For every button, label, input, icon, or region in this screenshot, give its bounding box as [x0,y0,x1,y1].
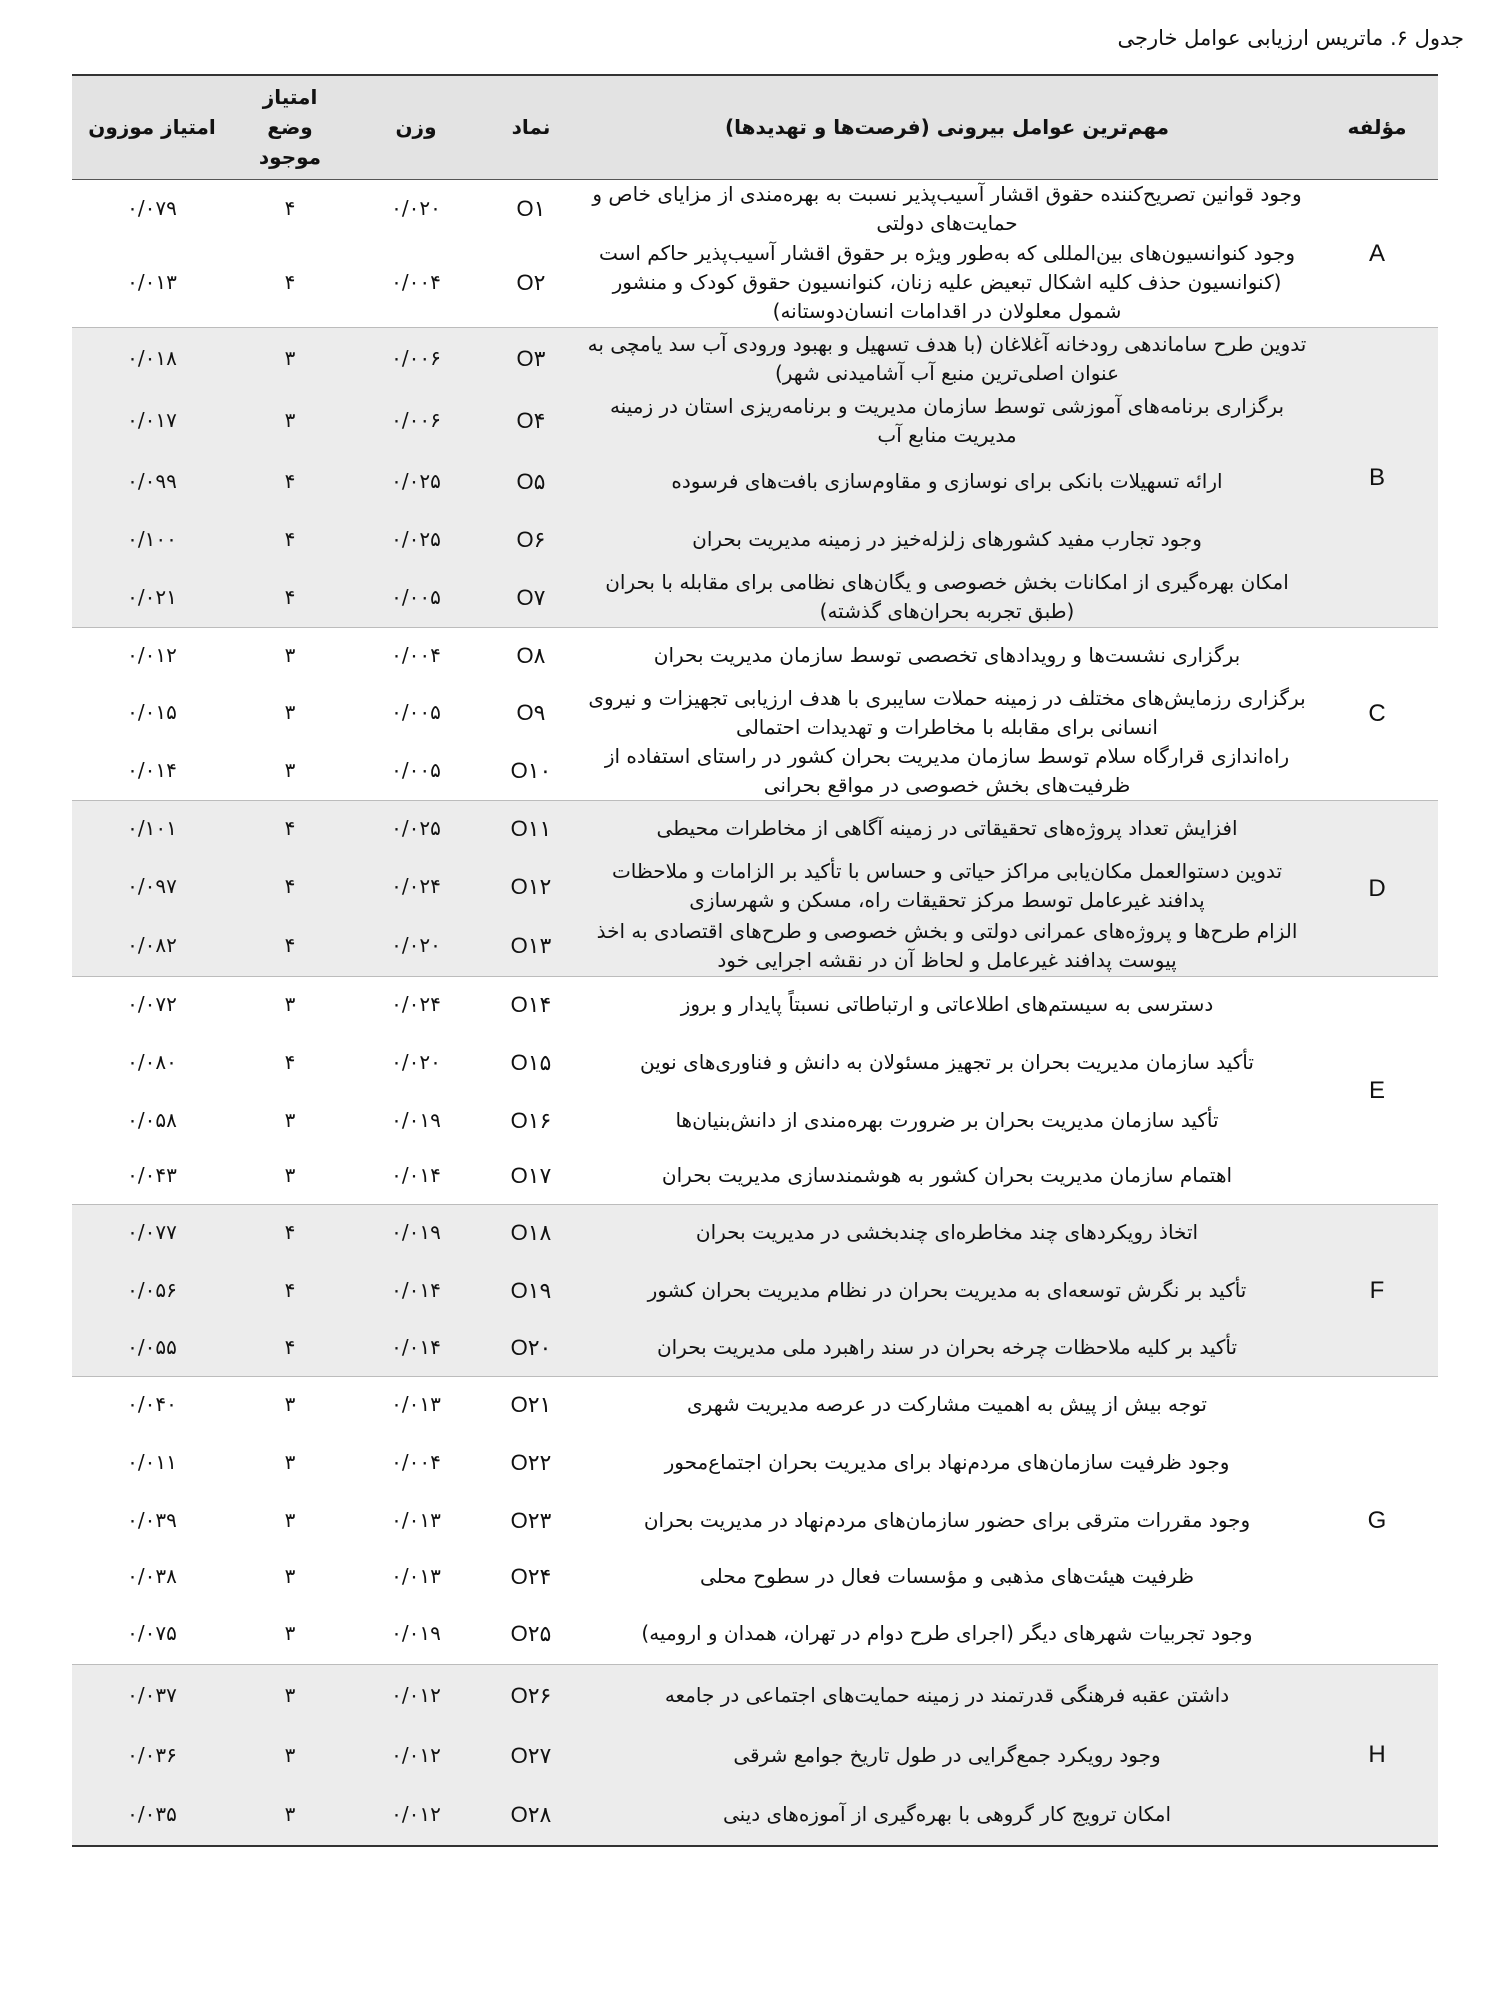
weight-cell: ۰/۰۰۵ [391,758,441,782]
table-row [72,568,1438,628]
factor-text: راه‌اندازی قرارگاه سلام توسط سازمان مدیریت بحران کشور در راستای استفاده از ظرفیت‌های بخش خصوصی در مواقع بحرانی [604,743,1290,797]
symbol-cell: O۲۳ [510,1507,552,1533]
current-score-cell: ۳ [232,976,348,1032]
symbol-cell: O۲۰ [484,1320,578,1376]
weighted-score-cell: ۰/۰۴۳ [127,1163,177,1188]
weighted-score-cell: ۰/۰۹۹ [72,452,232,512]
factor-text: امکان ترویج کار گروهی با بهره‌گیری از آموزه‌های دینی [578,1784,1316,1846]
factor-text: اهتمام سازمان مدیریت بحران کشور به هوشمندسازی مدیریت بحران [661,1163,1233,1188]
weighted-score-cell: ۰/۰۳۵ [72,1784,232,1846]
table-row [72,976,1438,1032]
table-row [72,628,1438,684]
factor-text: وجود ظرفیت سازمان‌های مردم‌نهاد برای مدیریت بحران اجتماع‌محور [664,1449,1230,1474]
weighted-score-cell: ۰/۱۰۱ [72,800,232,856]
symbol-cell: O۱۶ [510,1107,552,1133]
table-row [72,742,1438,801]
weighted-score-cell: ۰/۰۲۱ [72,568,232,628]
component-cell: D [1316,800,1438,976]
group-f [72,1204,1438,1376]
table-row [72,1320,1438,1376]
symbol-cell: O۱۵ [510,1049,552,1075]
weighted-score-cell: ۰/۰۱۴ [127,758,177,782]
factor-text: ظرفیت هیئت‌های مذهبی و مؤسسات فعال در سطوح محلی [699,1563,1194,1588]
current-score-cell: ۴ [284,1049,296,1074]
weight-cell: ۰/۰۱۴ [391,1163,441,1188]
factor-text: برگزاری برنامه‌های آموزشی توسط سازمان مدیریت و برنامه‌ریزی استان در زمینه مدیریت منابع آب [578,390,1316,452]
current-score-cell: ۳ [284,1107,296,1132]
factor-text: ارائه تسهیلات بانکی برای نوسازی و مقاوم‌سازی بافت‌های فرسوده [578,452,1316,512]
component-cell: G [1316,1376,1438,1664]
weight-cell: ۰/۰۱۲ [348,1784,484,1846]
symbol-cell: O۲۴ [510,1563,552,1589]
table-row [72,1548,1438,1604]
weighted-score-cell: ۰/۰۱۱ [127,1449,177,1474]
factor-text: وجود رویکرد جمع‌گرایی در طول تاریخ جوامع شرقی [578,1726,1316,1784]
table-row [72,1664,1438,1726]
table-row [72,179,1438,238]
symbol-cell: O۱۷ [510,1163,552,1189]
factor-text: وجود تجارب مفید کشورهای زلزله‌خیز در زمینه مدیریت بحران [578,512,1316,568]
symbol-cell: O۱۲ [484,856,578,916]
table-row [72,800,1438,856]
symbol-cell: O۱ [516,196,546,221]
symbol-cell: O۲۸ [484,1784,578,1846]
weighted-score-cell: ۰/۰۷۲ [72,976,232,1032]
current-score-cell: ۳ [232,628,348,684]
current-score-cell: ۴ [232,568,348,628]
symbol-cell: O۱۱ [484,800,578,856]
weighted-score-cell: ۰/۰۱۷ [72,390,232,452]
header-row [72,75,1438,179]
weighted-score-cell: ۰/۰۱۳ [127,269,177,294]
current-score-cell: ۳ [284,1563,296,1588]
weighted-score-cell: ۰/۰۱۲ [72,628,232,684]
weight-cell: ۰/۰۰۴ [391,1449,441,1474]
weight-cell: ۰/۰۰۴ [391,269,441,294]
table-row [72,1092,1438,1148]
table-row [72,238,1438,328]
symbol-cell: O۸ [484,628,578,684]
current-score-cell: ۴ [232,916,348,976]
current-score-cell: ۴ [232,512,348,568]
weight-cell: ۰/۰۲۴ [348,976,484,1032]
group-b [72,328,1438,628]
group-h [72,1664,1438,1846]
current-score-cell: ۴ [232,856,348,916]
factor-text: دسترسی به سیستم‌های اطلاعاتی و ارتباطاتی نسبتاً پایدار و بروز [578,976,1316,1032]
weight-cell: ۰/۰۰۶ [348,390,484,452]
factor-text: تأکید بر نگرش توسعه‌ای به مدیریت بحران در نظام مدیریت بحران کشور [578,1260,1316,1320]
weight-cell: ۰/۰۰۵ [348,568,484,628]
symbol-cell: O۱۳ [484,916,578,976]
current-score-cell: ۳ [284,1621,296,1646]
weight-cell: ۰/۰۰۵ [391,700,441,724]
factor-text: تأکید سازمان مدیریت بحران بر تجهیز مسئولان به دانش و فناوری‌های نوین [640,1049,1254,1074]
symbol-cell: O۲۱ [484,1376,578,1432]
factor-text: توجه بیش از پیش به اهمیت مشارکت در عرصه مدیریت شهری [578,1376,1316,1432]
weight-cell: ۰/۰۱۲ [348,1664,484,1726]
factor-text: اتخاذ رویکردهای چند مخاطره‌ای چندبخشی در مدیریت بحران [578,1204,1316,1260]
efe-matrix-table [72,74,1438,1847]
weighted-score-cell: ۰/۰۹۷ [72,856,232,916]
symbol-cell: O۹ [516,700,546,725]
weighted-score-cell: ۰/۰۷۹ [127,196,177,220]
weighted-score-cell: ۰/۰۱۵ [127,700,177,724]
weighted-score-cell: ۰/۰۵۶ [72,1260,232,1320]
factor-text: وجود تجربیات شهرهای دیگر (اجرای طرح دوام در تهران، همدان و ارومیه) [641,1621,1253,1646]
component-cell: H [1316,1664,1438,1846]
table-row [72,1784,1438,1846]
weight-cell: ۰/۰۰۶ [348,328,484,390]
current-score-cell: ۴ [284,196,296,220]
factor-text: تأکید سازمان مدیریت بحران بر ضرورت بهره‌مندی از دانش‌بنیان‌ها [675,1107,1219,1132]
weight-cell: ۰/۰۱۳ [391,1507,441,1532]
symbol-cell: O۵ [484,452,578,512]
table-row [72,856,1438,916]
component-cell: F [1316,1204,1438,1376]
weighted-score-cell: ۰/۰۳۸ [127,1563,177,1588]
weighted-score-cell: ۰/۰۷۷ [72,1204,232,1260]
factor-text: داشتن عقبه فرهنگی قدرتمند در زمینه حمایت‌های اجتماعی در جامعه [578,1664,1316,1726]
weight-cell: ۰/۰۱۲ [348,1726,484,1784]
table-row [72,390,1438,452]
current-score-cell: ۳ [284,1163,296,1188]
header-current-score: امتیاز وضع موجود [232,75,348,179]
table-row [72,1032,1438,1092]
table-row [72,1260,1438,1320]
factor-text: وجود کنوانسیون‌های بین‌المللی که به‌طور ویژه بر حقوق اقشار آسیب‌پذیر حاکم است (کنوانسیون حذف کلیه اشکال تبعیض علیه زنان، کنوانسیون حقوق کودک و منشور شمول معلولان در اقدامات انسان‌دوستانه) [598,240,1296,323]
factor-text: وجود قوانین تصریح‌کننده حقوق اقشار آسیب‌پذیر نسبت به بهره‌مندی از مزایای خاص و حمایت‌های دولتی [592,181,1302,235]
weight-cell: ۰/۰۱۳ [391,1563,441,1588]
header-component: مؤلفه [1316,75,1438,179]
symbol-cell: O۲۶ [484,1664,578,1726]
current-score-cell: ۴ [284,269,296,294]
factor-text: تدوین طرح ساماندهی رودخانه آغلاغان (با هدف تسهیل و بهبود ورودی آب سد یامچی به عنوان اصلی‌ترین منبع آب آشامیدنی شهر) [578,328,1316,390]
weighted-score-cell: ۰/۰۸۲ [72,916,232,976]
table-row [72,1432,1438,1492]
weight-cell: ۰/۰۲۰ [348,916,484,976]
weight-cell: ۰/۰۲۵ [348,452,484,512]
weight-cell: ۰/۰۲۴ [348,856,484,916]
table-row [72,452,1438,512]
table-row [72,684,1438,742]
current-score-cell: ۳ [284,700,296,724]
table-row [72,1148,1438,1204]
weight-cell: ۰/۰۲۵ [348,512,484,568]
current-score-cell: ۴ [232,1260,348,1320]
weight-cell: ۰/۰۱۹ [391,1621,441,1646]
symbol-cell: O۲۲ [510,1449,552,1475]
factor-text: الزام طرح‌ها و پروژه‌های عمرانی دولتی و بخش خصوصی و طرح‌های اقتصادی به اخذ پیوست پدافند غیرعامل و لحاظ آن در نقشه اجرایی خود [578,916,1316,976]
symbol-cell: O۴ [484,390,578,452]
table-caption: جدول ۶. ماتریس ارزیابی عوامل خارجی [1117,26,1464,50]
current-score-cell: ۳ [232,328,348,390]
weighted-score-cell: ۰/۰۳۶ [72,1726,232,1784]
group-g [72,1376,1438,1664]
factor-text: تدوین دستوالعمل مکان‌یابی مراکز حیاتی و حساس با تأکید بر الزامات و ملاحظات پدافند غیرعامل توسط مرکز تحقیقات راه، مسکن و شهرسازی [578,856,1316,916]
weight-cell: ۰/۰۲۰ [391,196,441,220]
symbol-cell: O۲ [516,269,546,295]
table-row [72,1376,1438,1432]
symbol-cell: O۷ [484,568,578,628]
symbol-cell: O۱۹ [484,1260,578,1320]
factor-text: وجود مقررات مترقی برای حضور سازمان‌های مردم‌نهاد در مدیریت بحران [643,1507,1251,1532]
weight-cell: ۰/۰۱۴ [348,1260,484,1320]
symbol-cell: O۱۴ [484,976,578,1032]
group-e [72,976,1438,1204]
table-row [72,328,1438,390]
weighted-score-cell: ۰/۰۵۸ [127,1107,177,1132]
weighted-score-cell: ۰/۰۳۷ [72,1664,232,1726]
symbol-cell: O۱۰ [510,758,552,783]
current-score-cell: ۳ [232,1784,348,1846]
current-score-cell: ۴ [232,800,348,856]
header-symbol: نماد [484,75,578,179]
weighted-score-cell: ۰/۰۸۰ [127,1049,177,1074]
symbol-cell: O۲۷ [484,1726,578,1784]
current-score-cell: ۴ [232,452,348,512]
group-a [72,179,1438,328]
factor-text: برگزاری نشست‌ها و رویدادهای تخصصی توسط سازمان مدیریت بحران [578,628,1316,684]
weight-cell: ۰/۰۱۳ [348,1376,484,1432]
table-row [72,1604,1438,1664]
factor-text: امکان بهره‌گیری از امکانات بخش خصوصی و یگان‌های نظامی برای مقابله با بحران (طبق تجربه بحران‌های گذشته) [578,568,1316,628]
weighted-score-cell: ۰/۰۱۸ [72,328,232,390]
current-score-cell: ۴ [232,1320,348,1376]
weight-cell: ۰/۰۲۰ [391,1049,441,1074]
factor-text: تأکید بر کلیه ملاحظات چرخه بحران در سند راهبرد ملی مدیریت بحران [578,1320,1316,1376]
table-row [72,512,1438,568]
component-cell: A [1368,239,1385,267]
table-header [72,75,1438,179]
current-score-cell: ۳ [284,758,296,782]
header-weighted-score: امتیاز موزون [72,75,232,179]
group-d [72,800,1438,976]
weight-cell: ۰/۰۰۴ [348,628,484,684]
table-row [72,1492,1438,1548]
factor-text: برگزاری رزمایش‌های مختلف در زمینه حملات سایبری با هدف ارزیابی تجهیزات و نیروی انسانی برای مقابله با مخاطرات و تهدیدات احتمالی [588,685,1306,739]
header-factors: مهم‌ترین عوامل بیرونی (فرصت‌ها و تهدیدها) [578,75,1316,179]
current-score-cell: ۳ [232,1376,348,1432]
current-score-cell: ۳ [284,1449,296,1474]
symbol-cell: O۳ [484,328,578,390]
component-cell: B [1316,328,1438,628]
weight-cell: ۰/۰۱۹ [348,1204,484,1260]
table-row [72,916,1438,976]
weight-cell: ۰/۰۲۵ [348,800,484,856]
weight-cell: ۰/۰۱۹ [391,1107,441,1132]
weighted-score-cell: ۰/۰۳۹ [127,1507,177,1532]
current-score-cell: ۳ [284,1507,296,1532]
weighted-score-cell: ۰/۱۰۰ [72,512,232,568]
symbol-cell: O۶ [484,512,578,568]
symbol-cell: O۱۸ [484,1204,578,1260]
weight-cell: ۰/۰۱۴ [348,1320,484,1376]
table-row [72,1726,1438,1784]
current-score-cell: ۳ [232,1664,348,1726]
header-weight: وزن [348,75,484,179]
symbol-cell: O۲۵ [510,1621,552,1647]
factor-text: افزایش تعداد پروژه‌های تحقیقاتی در زمینه آگاهی از مخاطرات محیطی [578,800,1316,856]
component-cell: C [1316,628,1438,801]
weighted-score-cell: ۰/۰۴۰ [72,1376,232,1432]
current-score-cell: ۳ [232,390,348,452]
weighted-score-cell: ۰/۰۷۵ [127,1621,177,1646]
table-row [72,1204,1438,1260]
group-c [72,628,1438,801]
component-cell: E [1316,976,1438,1204]
current-score-cell: ۴ [232,1204,348,1260]
weighted-score-cell: ۰/۰۵۵ [72,1320,232,1376]
current-score-cell: ۳ [232,1726,348,1784]
